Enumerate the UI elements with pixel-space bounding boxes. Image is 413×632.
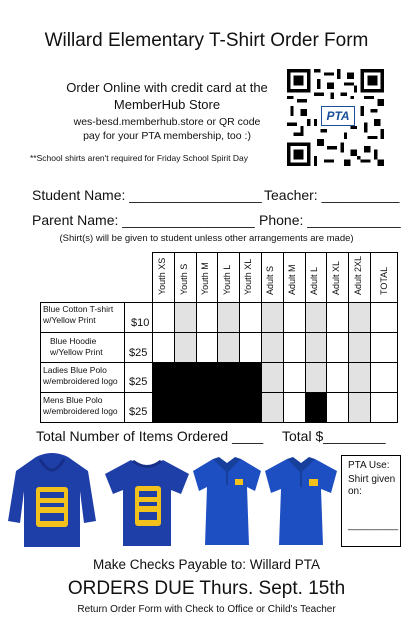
grid-line (283, 252, 284, 423)
grid-line (217, 252, 218, 423)
grid-line (348, 252, 349, 423)
membership-line: pay for your PTA membership, too :) (83, 130, 251, 142)
shaded-cell (261, 362, 283, 392)
row-label-tshirt: Blue Cotton T-shirt w/Yellow Print (43, 304, 114, 325)
row-label-mens-polo: Mens Blue Polo w/embroidered logo (43, 395, 118, 416)
grid-line (326, 252, 327, 423)
shaded-cell (261, 392, 283, 422)
col-adult-s: Adult S (265, 265, 275, 295)
return-instructions: Return Order Form with Check to Office or Child's Teacher (77, 604, 336, 615)
price-tshirt: $10 (131, 317, 150, 329)
order-online-line1: Order Online with credit card at the (66, 80, 268, 95)
pta-use-box (341, 455, 401, 547)
pta-logo: PTA (321, 106, 355, 126)
total-dollars-field[interactable]: Total $________ (282, 428, 386, 444)
total-items-field[interactable]: Total Number of Items Ordered ____ (36, 428, 264, 444)
grid-line (152, 252, 398, 253)
grid-line (196, 252, 197, 423)
grid-line (261, 252, 262, 423)
col-adult-xl: Adult XL (331, 260, 341, 295)
grid-line (397, 252, 398, 423)
checks-payable: Make Checks Payable to: Willard PTA (92, 557, 321, 572)
row-label-hoodie: Blue Hoodie w/Yellow Print (50, 336, 103, 357)
pta-shirt-given-label: Shirt given (348, 474, 396, 485)
order-online-line2: MemberHub Store (113, 97, 221, 112)
grid-line (40, 422, 398, 423)
grid-line (152, 252, 153, 423)
grid-line (239, 252, 240, 423)
col-youth-xs: Youth XS (157, 257, 167, 295)
price-mens-polo: $25 (129, 406, 148, 418)
col-adult-2xl: Adult 2XL (353, 255, 363, 295)
price-hoodie: $25 (129, 347, 148, 359)
grid-line (370, 252, 371, 423)
col-youth-s: Youth S (179, 263, 189, 295)
grid-line (40, 302, 398, 303)
grid-line (174, 252, 175, 423)
grid-line (40, 362, 398, 363)
teacher-field[interactable]: Teacher: __________ (264, 187, 400, 203)
mens-polo-image (263, 455, 339, 547)
pickup-note: (Shirt(s) will be given to student unless other arrangements are made) (59, 233, 354, 244)
spirit-day-note: **School shirts aren't required for Friday School Spirit Day (30, 153, 248, 163)
store-url-line[interactable]: wes-besd.memberhub.store or QR code (73, 116, 261, 128)
col-adult-l: Adult L (309, 266, 319, 295)
ladies-polo-image (191, 455, 263, 547)
pta-use-label: PTA Use: (348, 460, 390, 471)
tshirt-image (103, 458, 191, 548)
pta-on-label: on: (348, 486, 362, 497)
col-youth-xl: Youth XL (243, 258, 253, 295)
col-youth-l: Youth L (222, 264, 232, 295)
student-name-field[interactable]: Student Name: _________________ (32, 187, 262, 203)
phone-field[interactable]: Phone: ____________ (259, 212, 401, 228)
grid-line (40, 332, 398, 333)
form-title: Willard Elementary T-Shirt Order Form (44, 30, 369, 51)
grid-line (305, 252, 306, 423)
col-youth-m: Youth M (200, 262, 210, 295)
grid-line (40, 392, 398, 393)
col-total: TOTAL (379, 266, 389, 295)
unavailable-cell (305, 392, 326, 422)
shaded-cell (348, 392, 370, 422)
price-ladies-polo: $25 (129, 376, 148, 388)
pta-date-blank[interactable]: _________ (348, 520, 399, 531)
hoodie-image (8, 451, 96, 549)
col-adult-m: Adult M (287, 264, 297, 295)
shaded-cell (348, 362, 370, 392)
orders-due: ORDERS DUE Thurs. Sept. 15th (67, 578, 346, 599)
shaded-cell (305, 362, 326, 392)
parent-name-field[interactable]: Parent Name: _________________ (32, 212, 255, 228)
row-label-ladies-polo: Ladies Blue Polo w/embroidered logo (43, 365, 118, 386)
